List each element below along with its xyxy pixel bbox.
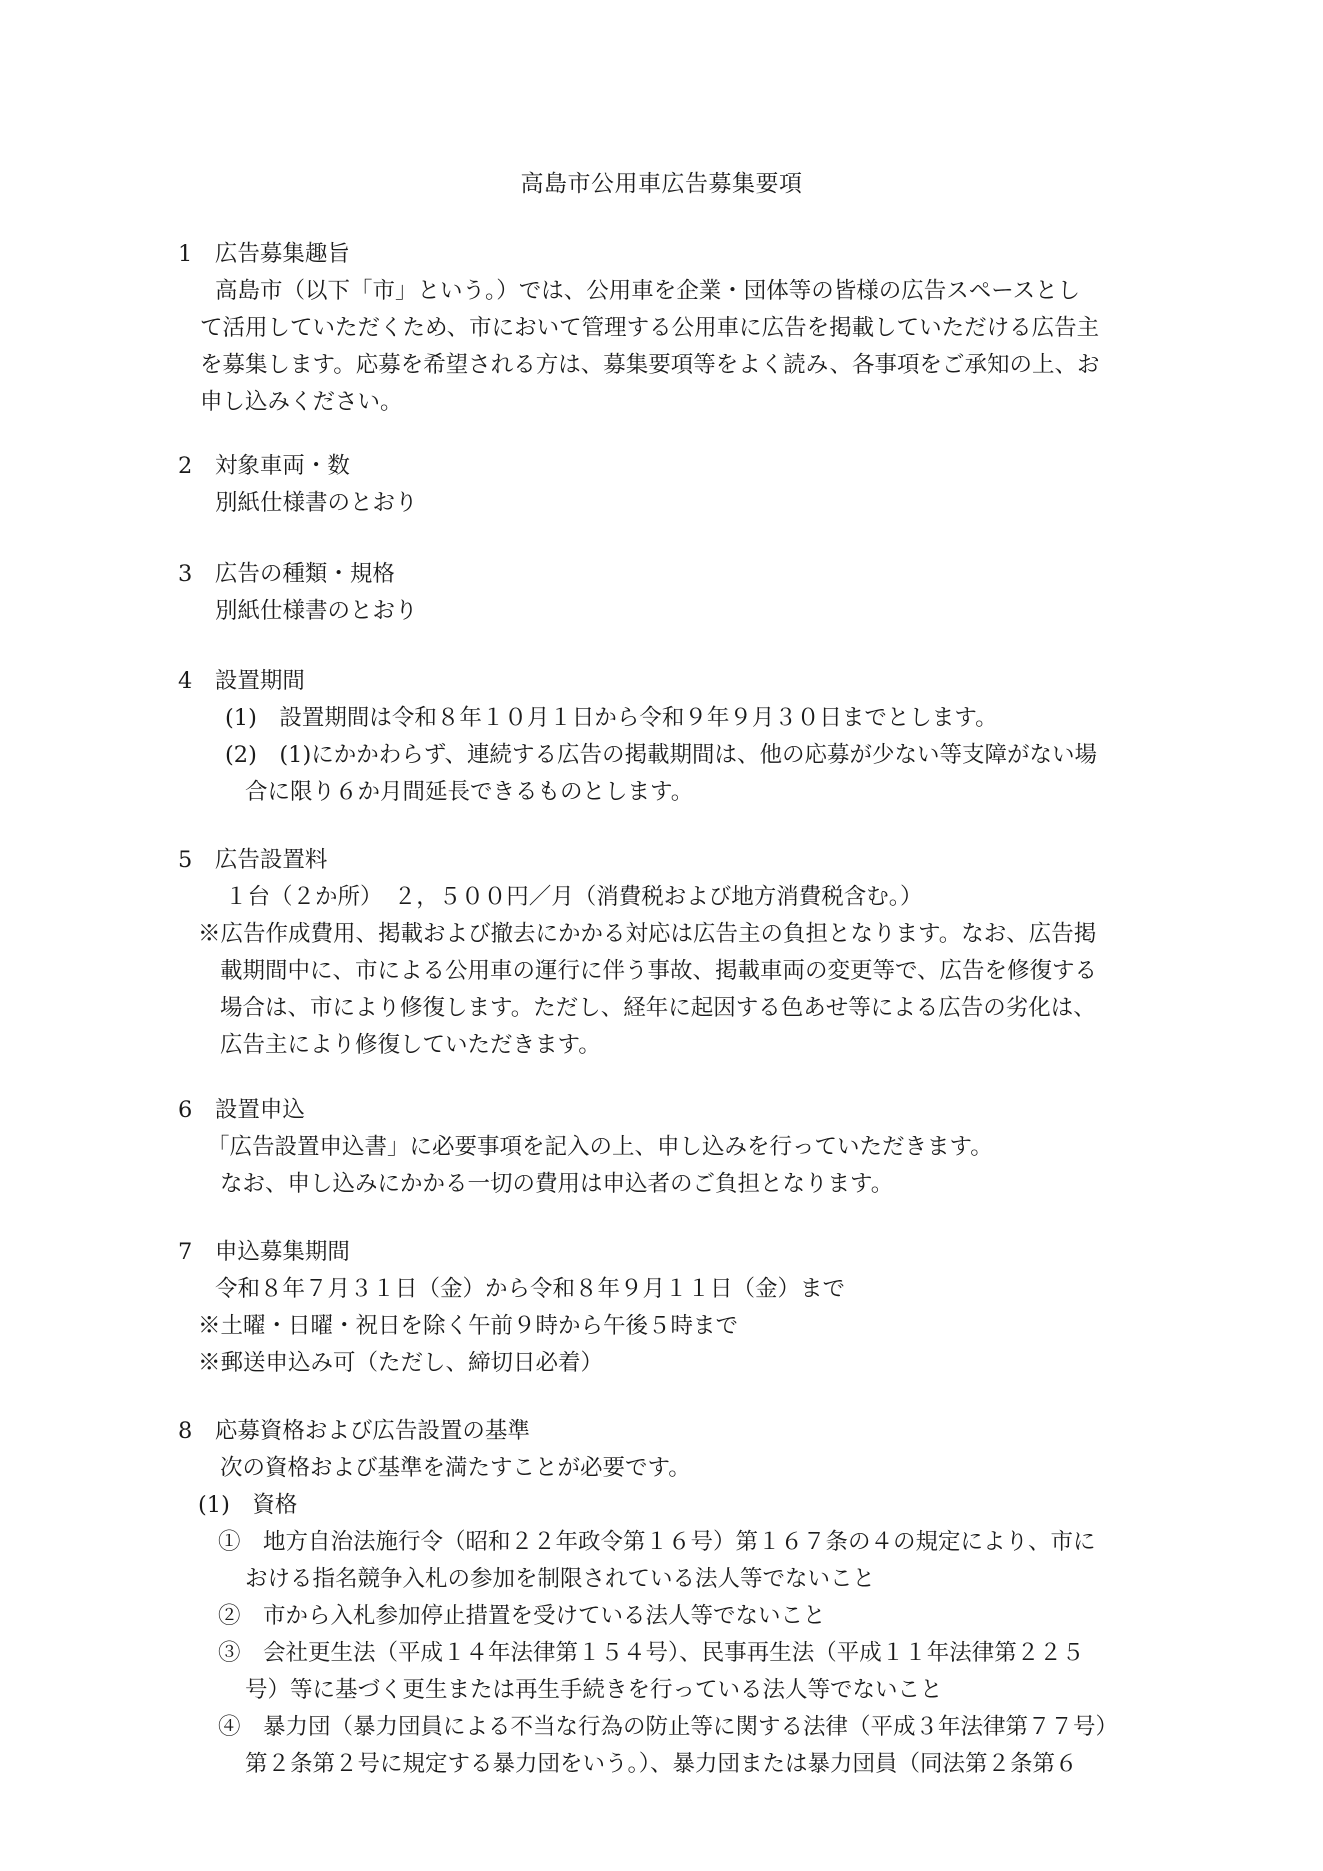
section-8-line-3: ① 地方自治法施行令（昭和２２年政令第１６号）第１６７条の４の規定により、市に — [218, 1529, 1096, 1555]
section-6-heading: 6 設置申込 — [178, 1097, 305, 1123]
section-2-line-1: 別紙仕様書のとおり — [215, 490, 418, 516]
section-4-heading: 4 設置期間 — [178, 668, 305, 694]
section-8-line-5: ② 市から入札参加停止措置を受けている法人等でないこと — [218, 1603, 826, 1629]
section-1-line-1: 高島市（以下「市」という。）では、公用車を企業・団体等の皆様の広告スペースとし — [215, 278, 1081, 304]
section-1-line-2: て活用していただくため、市において管理する公用車に広告を掲載していただける広告主 — [200, 315, 1100, 341]
section-4-line-3: 合に限り６か月間延長できるものとします。 — [245, 779, 694, 805]
section-1-line-3: を募集します。応募を希望される方は、募集要項等をよく読み、各事項をご承知の上、お — [200, 352, 1100, 378]
section-8-line-6: ③ 会社更生法（平成１４年法律第１５４号）、民事再生法（平成１１年法律第２２５ — [218, 1640, 1085, 1666]
section-3-line-1: 別紙仕様書のとおり — [215, 598, 418, 624]
section-4-line-2: (2) (1)にかかわらず、連続する広告の掲載期間は、他の応募が少ない等支障がない場 — [225, 742, 1097, 768]
section-7-line-3: ※郵送申込み可（ただし、締切日必着） — [198, 1350, 604, 1376]
section-1-line-4: 申し込みください。 — [200, 389, 403, 415]
section-5-line-4: 場合は、市により修復します。ただし、経年に起因する色あせ等による広告の劣化は、 — [220, 995, 1096, 1021]
section-2-heading: 2 対象車両・数 — [178, 453, 350, 479]
section-5-line-3: 載期間中に、市による公用車の運行に伴う事故、掲載車両の変更等で、広告を修復する — [220, 958, 1098, 984]
section-8-line-2: (1) 資格 — [198, 1492, 298, 1518]
section-6-line-2: なお、申し込みにかかる一切の費用は申込者のご負担となります。 — [220, 1171, 894, 1197]
section-8-line-8: ④ 暴力団（暴力団員による不当な行為の防止等に関する法律（平成３年法律第７７号） — [218, 1714, 1119, 1740]
section-3-heading: 3 広告の種類・規格 — [178, 561, 395, 587]
section-8-line-1: 次の資格および基準を満たすことが必要です。 — [220, 1455, 691, 1481]
section-5-line-2: ※広告作成費用、掲載および撤去にかかる対応は広告主の負担となります。なお、広告掲 — [198, 921, 1097, 947]
page-title: 高島市公用車広告募集要項 — [520, 171, 803, 197]
section-1-heading: 1 広告募集趣旨 — [178, 241, 350, 267]
section-7-line-2: ※土曜・日曜・祝日を除く午前９時から午後５時まで — [198, 1313, 739, 1339]
section-7-line-1: 令和８年７月３１日（金）から令和８年９月１１日（金）まで — [215, 1276, 846, 1302]
section-8-line-9: 第２条第２号に規定する暴力団をいう。）、暴力団または暴力団員（同法第２条第６ — [245, 1751, 1078, 1777]
section-8-line-4: おける指名競争入札の参加を制限されている法人等でないこと — [245, 1566, 876, 1592]
section-7-heading: 7 申込募集期間 — [178, 1239, 350, 1265]
section-5-heading: 5 広告設置料 — [178, 847, 328, 873]
section-8-line-7: 号）等に基づく更生または再生手続きを行っている法人等でないこと — [245, 1677, 943, 1703]
section-4-line-1: (1) 設置期間は令和８年１０月１日から令和９年９月３０日までとします。 — [225, 705, 998, 731]
section-8-heading: 8 応募資格および広告設置の基準 — [178, 1418, 530, 1444]
section-6-line-1: 「広告設置申込書」に必要事項を記入の上、申し込みを行っていただきます。 — [207, 1134, 993, 1160]
section-5-line-1: １台（２か所） ２，５００円／月（消費税および地方消費税含む。） — [225, 884, 923, 910]
section-5-line-5: 広告主により修復していただきます。 — [220, 1032, 601, 1058]
